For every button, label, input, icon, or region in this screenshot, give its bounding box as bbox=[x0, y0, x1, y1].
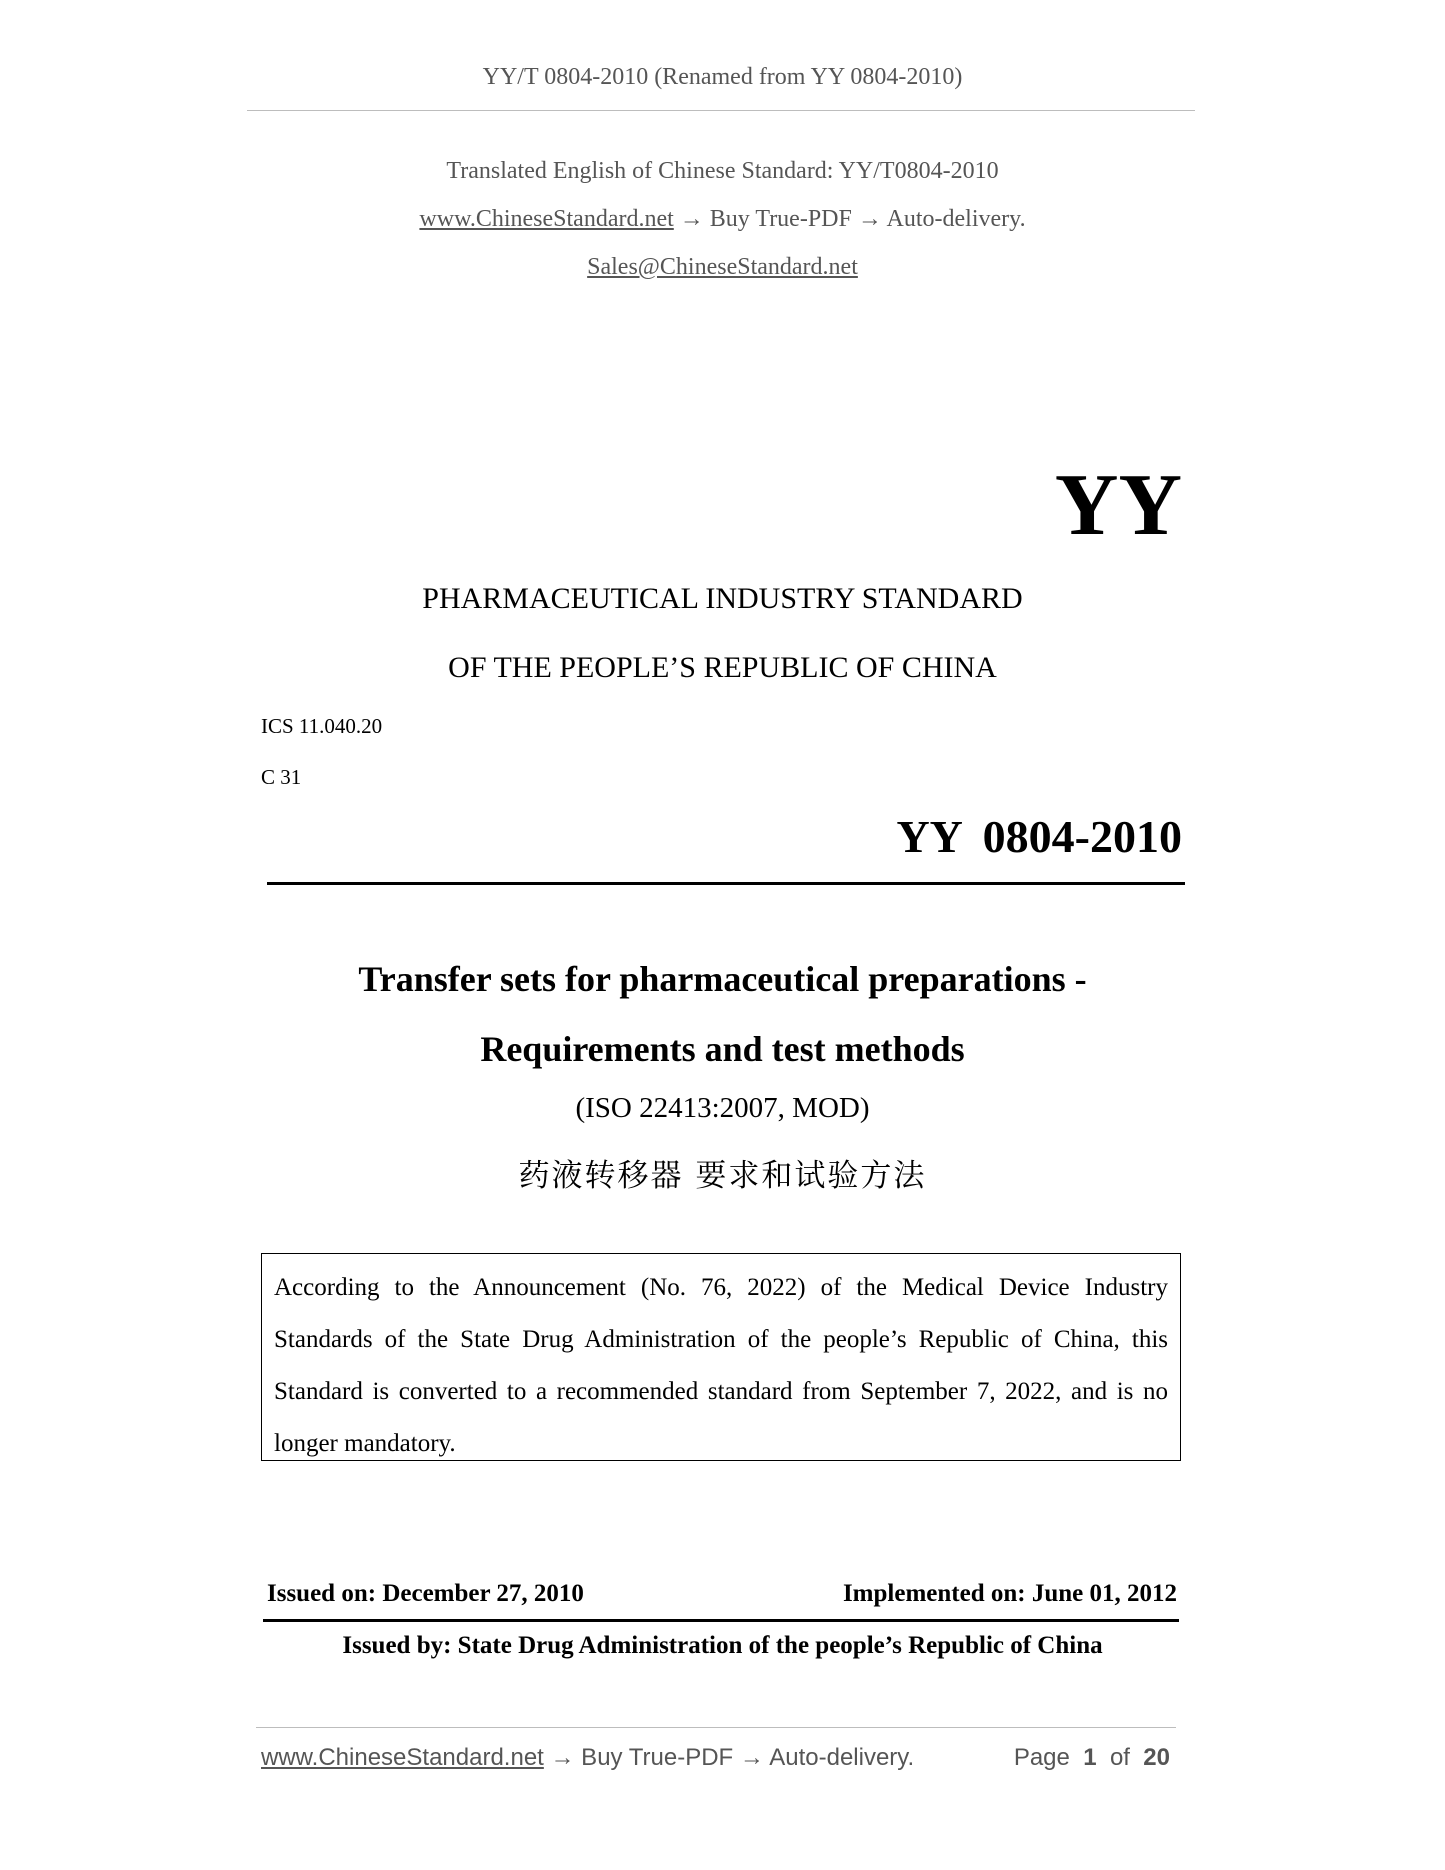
classification-code: C 31 bbox=[261, 765, 302, 789]
notice-text: According to the Announcement (No. 76, 2022) of the Medical Device Industry Standards of the State Drug Administration of the people’s Republic of China, this Standard is converted to a recommended standard from September 7, 2022, and is no longer mandatory. bbox=[274, 1274, 1168, 1457]
running-header: YY/T 0804-2010 (Renamed from YY 0804-2010) bbox=[482, 64, 963, 90]
buy-line bbox=[0, 206, 1445, 233]
footer-buy-text: → Buy True-PDF → Auto-delivery. bbox=[543, 1744, 915, 1771]
implemented-on: Implemented on: June 01, 2012 bbox=[842, 1580, 1177, 1607]
page-number: 1 bbox=[1083, 1744, 1097, 1771]
document-title-line1: Transfer sets for pharmaceutical preparations - bbox=[358, 959, 1087, 999]
site-link[interactable]: www.ChineseStandard.net bbox=[419, 206, 674, 232]
standard-number: YY 0804-2010 bbox=[896, 811, 1182, 862]
standard-category-line1: PHARMACEUTICAL INDUSTRY STANDARD bbox=[422, 582, 1023, 615]
notice-box bbox=[261, 1253, 1181, 1461]
translated-line: Translated English of Chinese Standard: YY/T0804-2010 bbox=[446, 158, 999, 184]
buy-text: → Buy True-PDF → Auto-delivery. bbox=[673, 206, 1026, 232]
page-indicator bbox=[1014, 1744, 1170, 1772]
ics-code: ICS 11.040.20 bbox=[261, 714, 383, 738]
standard-category-line2: OF THE PEOPLE’S REPUBLIC OF CHINA bbox=[448, 651, 997, 684]
footer-divider bbox=[256, 1727, 1176, 1728]
page-label: Page bbox=[1013, 1744, 1070, 1771]
chinese-title: 药液转移器 要求和试验方法 bbox=[518, 1158, 927, 1194]
document-title-line2: Requirements and test methods bbox=[480, 1029, 965, 1069]
issued-on: Issued on: December 27, 2010 bbox=[267, 1580, 584, 1607]
footer-site-link[interactable]: www.ChineseStandard.net bbox=[261, 1744, 544, 1771]
issue-divider bbox=[263, 1619, 1179, 1622]
standard-mark: YY bbox=[1054, 457, 1182, 554]
title-divider bbox=[267, 882, 1185, 885]
page-total: 20 bbox=[1143, 1744, 1170, 1771]
header-divider bbox=[247, 110, 1195, 111]
issued-by: Issued by: State Drug Administration of the people’s Republic of China bbox=[342, 1632, 1103, 1659]
of-label: of bbox=[1109, 1744, 1130, 1771]
footer-links bbox=[261, 1744, 914, 1772]
iso-reference: (ISO 22413:2007, MOD) bbox=[575, 1092, 870, 1124]
sales-line bbox=[0, 254, 1445, 281]
sales-email-link[interactable]: Sales@ChineseStandard.net bbox=[587, 254, 858, 280]
